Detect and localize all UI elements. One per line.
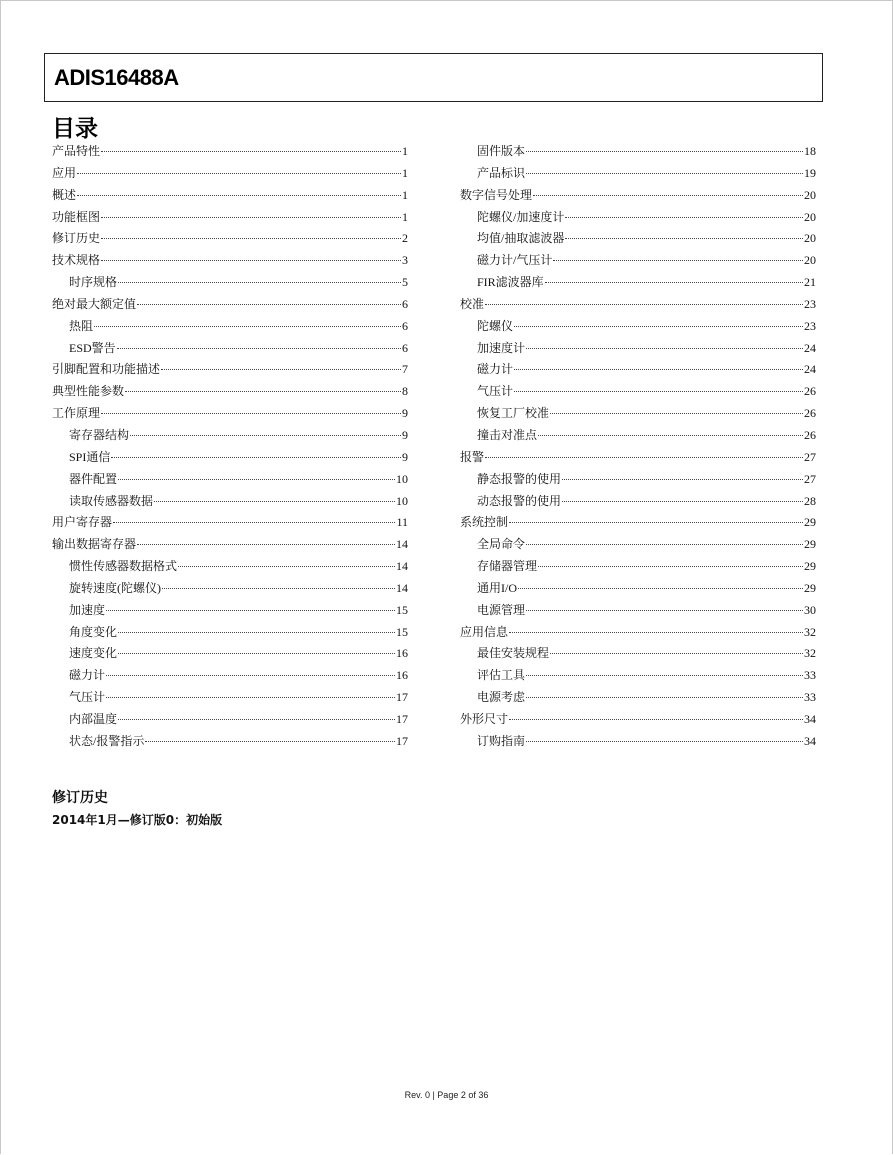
toc-dot-leader <box>509 522 803 523</box>
toc-entry-page: 15 <box>396 624 408 639</box>
toc-entry-page: 29 <box>804 580 816 595</box>
toc-entry[interactable] <box>52 316 408 338</box>
toc-entry[interactable] <box>460 272 816 294</box>
page-footer: Rev. 0 | Page 2 of 36 <box>404 1090 489 1100</box>
toc-dot-leader <box>118 479 395 480</box>
toc-dot-leader <box>514 326 803 327</box>
toc-dot-leader <box>101 151 401 152</box>
toc-dot-leader <box>145 741 395 742</box>
toc-entry-label: 恢复工厂校准 <box>477 406 550 421</box>
toc-dot-leader <box>514 391 803 392</box>
toc-entry-label: 热阻 <box>69 318 94 333</box>
toc-dot-leader <box>526 697 803 698</box>
toc-dot-leader <box>485 304 803 305</box>
toc-entry-page: 6 <box>402 318 408 333</box>
toc-entry-label: 惯性传感器数据格式 <box>69 559 178 574</box>
toc-entry-label: 器件配置 <box>69 471 118 486</box>
toc-entry-label: 速度变化 <box>69 646 118 661</box>
toc-dot-leader <box>509 719 803 720</box>
toc-entry[interactable] <box>460 687 816 709</box>
revision-history-entry: 2014年1月—修订版0：初始版 <box>52 813 223 827</box>
toc-entry-page: 14 <box>396 559 408 574</box>
toc-entry[interactable] <box>460 403 816 425</box>
toc-dot-leader <box>101 260 401 261</box>
toc-entry-page: 24 <box>804 362 816 377</box>
toc-dot-leader <box>526 173 803 174</box>
toc-entry-label: 修订历史 <box>52 231 101 246</box>
toc-entry-label: 陀螺仪 <box>477 318 514 333</box>
toc-entry-page: 6 <box>402 340 408 355</box>
toc-entry-page: 1 <box>402 187 408 202</box>
toc-entry-label: 磁力计 <box>69 668 106 683</box>
toc-dot-leader <box>106 675 395 676</box>
toc-entry-label: 电源管理 <box>477 602 526 617</box>
toc-entry-page: 7 <box>402 362 408 377</box>
toc-entry[interactable] <box>52 643 408 665</box>
toc-entry[interactable] <box>52 207 408 229</box>
toc-entry[interactable] <box>460 491 816 513</box>
toc-dot-leader <box>161 369 401 370</box>
toc-entry-page: 5 <box>402 275 408 290</box>
toc-entry-page: 30 <box>804 602 816 617</box>
toc-entry-label: 旋转速度(陀螺仪) <box>69 580 161 595</box>
toc-entry-page: 24 <box>804 340 816 355</box>
toc-entry[interactable] <box>460 141 816 163</box>
toc-heading: 目录 <box>52 116 98 142</box>
toc-entry[interactable] <box>52 731 408 753</box>
toc-entry-page: 26 <box>804 384 816 399</box>
toc-entry-page: 20 <box>804 253 816 268</box>
toc-entry-page: 26 <box>804 406 816 421</box>
toc-entry-page: 1 <box>402 209 408 224</box>
toc-dot-leader <box>101 217 401 218</box>
toc-entry-label: 校准 <box>460 296 485 311</box>
toc-entry-page: 11 <box>396 515 408 530</box>
toc-entry-page: 26 <box>804 427 816 442</box>
toc-entry-label: 内部温度 <box>69 711 118 726</box>
toc-dot-leader <box>113 522 395 523</box>
toc-entry-page: 6 <box>402 296 408 311</box>
toc-entry-label: 用户寄存器 <box>52 515 113 530</box>
toc-entry-page: 16 <box>396 668 408 683</box>
toc-dot-leader <box>533 195 803 196</box>
toc-entry-label: 典型性能参数 <box>52 384 125 399</box>
toc-entry[interactable] <box>52 556 408 578</box>
toc-entry[interactable] <box>460 578 816 600</box>
toc-entry-label: 动态报警的使用 <box>477 493 562 508</box>
toc-entry-page: 15 <box>396 602 408 617</box>
toc-entry[interactable] <box>52 185 408 207</box>
toc-dot-leader <box>562 501 803 502</box>
toc-dot-leader <box>526 348 803 349</box>
toc-entry[interactable] <box>52 469 408 491</box>
toc-dot-leader <box>117 348 401 349</box>
toc-entry-label: 最佳安装规程 <box>477 646 550 661</box>
toc-dot-leader <box>518 588 803 589</box>
toc-entry-label: 气压计 <box>477 384 514 399</box>
toc-dot-leader <box>526 610 803 611</box>
toc-entry-label: 输出数据寄存器 <box>52 537 137 552</box>
toc-entry[interactable] <box>460 250 816 272</box>
toc-dot-leader <box>154 501 395 502</box>
toc-entry-page: 10 <box>396 471 408 486</box>
toc-dot-leader <box>565 238 803 239</box>
toc-entry-page: 17 <box>396 690 408 705</box>
toc-entry[interactable] <box>52 491 408 513</box>
toc-entry-label: 外形尺寸 <box>460 711 509 726</box>
toc-entry[interactable] <box>460 163 816 185</box>
toc-dot-leader <box>526 675 803 676</box>
toc-dot-leader <box>509 632 803 633</box>
toc-entry-label: 全局命令 <box>477 537 526 552</box>
toc-entry-label: 静态报警的使用 <box>477 471 562 486</box>
toc-entry-label: 概述 <box>52 187 77 202</box>
toc-entry-label: 状态/报警指示 <box>69 733 145 748</box>
toc-entry[interactable] <box>460 556 816 578</box>
toc-entry[interactable] <box>52 622 408 644</box>
toc-entry-label: 存储器管理 <box>477 559 538 574</box>
toc-entry-page: 32 <box>804 646 816 661</box>
toc-entry-label: 加速度计 <box>477 340 526 355</box>
toc-dot-leader <box>538 566 803 567</box>
toc-dot-leader <box>565 217 803 218</box>
toc-entry[interactable] <box>52 403 408 425</box>
toc-entry[interactable] <box>460 665 816 687</box>
toc-dot-leader <box>118 653 395 654</box>
toc-entry-label: 技术规格 <box>52 253 101 268</box>
toc-entry[interactable] <box>52 228 408 250</box>
toc-entry[interactable] <box>52 534 408 556</box>
toc-entry-label: 订购指南 <box>477 733 526 748</box>
toc-entry-page: 23 <box>804 318 816 333</box>
toc-entry-page: 17 <box>396 711 408 726</box>
toc-entry-label: 时序规格 <box>69 275 118 290</box>
toc-entry-page: 8 <box>402 384 408 399</box>
toc-entry-label: 通用I/O <box>477 580 517 595</box>
toc-entry-label: 报警 <box>460 449 485 464</box>
toc-entry-label: 磁力计 <box>477 362 514 377</box>
toc-entry-label: 加速度 <box>69 602 106 617</box>
toc-entry[interactable] <box>460 731 816 753</box>
toc-entry-page: 20 <box>804 209 816 224</box>
toc-entry-page: 14 <box>396 537 408 552</box>
toc-dot-leader <box>550 413 803 414</box>
toc-entry-page: 29 <box>804 559 816 574</box>
toc-entry-page: 27 <box>804 449 816 464</box>
toc-dot-leader <box>106 610 395 611</box>
toc-entry-page: 29 <box>804 537 816 552</box>
toc-entry-page: 34 <box>804 711 816 726</box>
toc-dot-leader <box>550 653 803 654</box>
toc-entry[interactable] <box>52 425 408 447</box>
toc-entry[interactable] <box>52 512 408 534</box>
toc-entry-label: 电源考虑 <box>477 690 526 705</box>
toc-entry-page: 18 <box>804 144 816 158</box>
toc-dot-leader <box>101 413 401 414</box>
toc-entry-label: 评估工具 <box>477 668 526 683</box>
toc-entry[interactable] <box>52 359 408 381</box>
toc-entry-label: 陀螺仪/加速度计 <box>477 209 565 224</box>
toc-entry[interactable] <box>52 141 408 163</box>
toc-entry[interactable] <box>52 578 408 600</box>
toc-entry-label: 工作原理 <box>52 406 101 421</box>
toc-entry[interactable] <box>52 163 408 185</box>
toc-dot-leader <box>77 195 401 196</box>
toc-dot-leader <box>137 544 395 545</box>
toc-dot-leader <box>526 151 803 152</box>
toc-entry-page: 9 <box>402 406 408 421</box>
toc-entry-page: 10 <box>396 493 408 508</box>
toc-entry[interactable] <box>52 381 408 403</box>
toc-entry[interactable] <box>460 207 816 229</box>
toc-entry[interactable] <box>460 512 816 534</box>
toc-entry[interactable] <box>460 228 816 250</box>
toc-entry-label: 产品标识 <box>477 165 526 180</box>
toc-entry[interactable] <box>460 294 816 316</box>
toc-dot-leader <box>485 457 803 458</box>
toc-dot-leader <box>178 566 395 567</box>
toc-entry-page: 33 <box>804 668 816 683</box>
toc-entry-label: 产品特性 <box>52 144 101 158</box>
toc-dot-leader <box>94 326 401 327</box>
toc-entry[interactable] <box>460 643 816 665</box>
toc-dot-leader <box>77 173 401 174</box>
toc-entry-page: 1 <box>402 144 408 158</box>
toc-entry-label: 功能框图 <box>52 209 101 224</box>
toc-entry-page: 32 <box>804 624 816 639</box>
toc-entry-page: 33 <box>804 690 816 705</box>
toc-entry-label: 应用信息 <box>460 624 509 639</box>
toc-entry[interactable] <box>52 709 408 731</box>
revision-history-heading: 修订历史 <box>52 790 108 806</box>
toc-entry-page: 20 <box>804 187 816 202</box>
toc-dot-leader <box>130 435 401 436</box>
toc-entry-label: 均值/抽取滤波器 <box>477 231 565 246</box>
toc-entry-page: 9 <box>402 449 408 464</box>
toc-entry-label: 应用 <box>52 165 77 180</box>
toc-dot-leader <box>118 719 395 720</box>
toc-dot-leader <box>562 479 803 480</box>
toc-dot-leader <box>111 457 401 458</box>
toc-entry-label: 气压计 <box>69 690 106 705</box>
toc-entry[interactable] <box>460 534 816 556</box>
toc-entry-page: 27 <box>804 471 816 486</box>
toc-entry[interactable] <box>460 381 816 403</box>
document-header <box>44 53 823 102</box>
toc-entry-label: 读取传感器数据 <box>69 493 154 508</box>
toc-entry[interactable] <box>460 185 816 207</box>
toc-entry-label: 磁力计/气压计 <box>477 253 553 268</box>
toc-entry-label: 引脚配置和功能描述 <box>52 362 161 377</box>
toc-dot-leader <box>137 304 401 305</box>
toc-entry-page: 3 <box>402 253 408 268</box>
toc-dot-leader <box>538 435 803 436</box>
toc-entry[interactable] <box>460 709 816 731</box>
toc-dot-leader <box>101 238 401 239</box>
toc-entry[interactable] <box>460 316 816 338</box>
toc-entry[interactable] <box>460 359 816 381</box>
toc-entry-page: 28 <box>804 493 816 508</box>
toc-dot-leader <box>118 282 401 283</box>
document-title: ADIS16488A <box>54 65 179 90</box>
toc-entry[interactable] <box>460 600 816 622</box>
toc-entry-page: 17 <box>396 733 408 748</box>
toc-entry[interactable] <box>52 272 408 294</box>
toc-dot-leader <box>514 369 803 370</box>
toc-entry-label: 系统控制 <box>460 515 509 530</box>
toc-entry-page: 34 <box>804 733 816 748</box>
toc-entry-page: 19 <box>804 165 816 180</box>
toc-dot-leader <box>162 588 395 589</box>
toc-entry[interactable] <box>460 447 816 469</box>
toc-entry[interactable] <box>460 425 816 447</box>
toc-entry[interactable] <box>52 447 408 469</box>
toc-dot-leader <box>526 544 803 545</box>
toc-entry-page: 14 <box>396 580 408 595</box>
toc-entry-page: 9 <box>402 427 408 442</box>
toc-entry-label: 寄存器结构 <box>69 427 130 442</box>
toc-entry[interactable] <box>460 622 816 644</box>
toc-entry-page: 21 <box>804 275 816 290</box>
toc-column-right <box>460 141 816 753</box>
toc-entry-page: 1 <box>402 165 408 180</box>
toc-entry-label: SPI通信 <box>69 449 111 464</box>
toc-dot-leader <box>526 741 803 742</box>
toc-entry-page: 29 <box>804 515 816 530</box>
toc-entry-label: ESD警告 <box>69 340 116 355</box>
toc-entry[interactable] <box>52 600 408 622</box>
toc-entry-page: 2 <box>402 231 408 246</box>
toc-entry-label: 固件版本 <box>477 144 526 158</box>
toc-entry[interactable] <box>52 665 408 687</box>
toc-column-left <box>52 141 408 753</box>
toc-entry[interactable] <box>52 687 408 709</box>
toc-entry-page: 23 <box>804 296 816 311</box>
toc-entry-label: 撞击对准点 <box>477 427 538 442</box>
toc-entry-page: 16 <box>396 646 408 661</box>
toc-entry-page: 20 <box>804 231 816 246</box>
toc-dot-leader <box>106 697 395 698</box>
toc-dot-leader <box>545 282 803 283</box>
toc-entry[interactable] <box>52 294 408 316</box>
toc-entry-label: 数字信号处理 <box>460 187 533 202</box>
toc-dot-leader <box>125 391 401 392</box>
toc-entry-label: 绝对最大额定值 <box>52 296 137 311</box>
toc-entry[interactable] <box>460 338 816 360</box>
toc-entry-label: 角度变化 <box>69 624 118 639</box>
toc-entry-label: FIR滤波器库 <box>477 275 544 290</box>
toc-entry[interactable] <box>52 250 408 272</box>
toc-entry[interactable] <box>460 469 816 491</box>
toc-dot-leader <box>118 632 395 633</box>
toc-entry[interactable] <box>52 338 408 360</box>
toc-dot-leader <box>553 260 803 261</box>
